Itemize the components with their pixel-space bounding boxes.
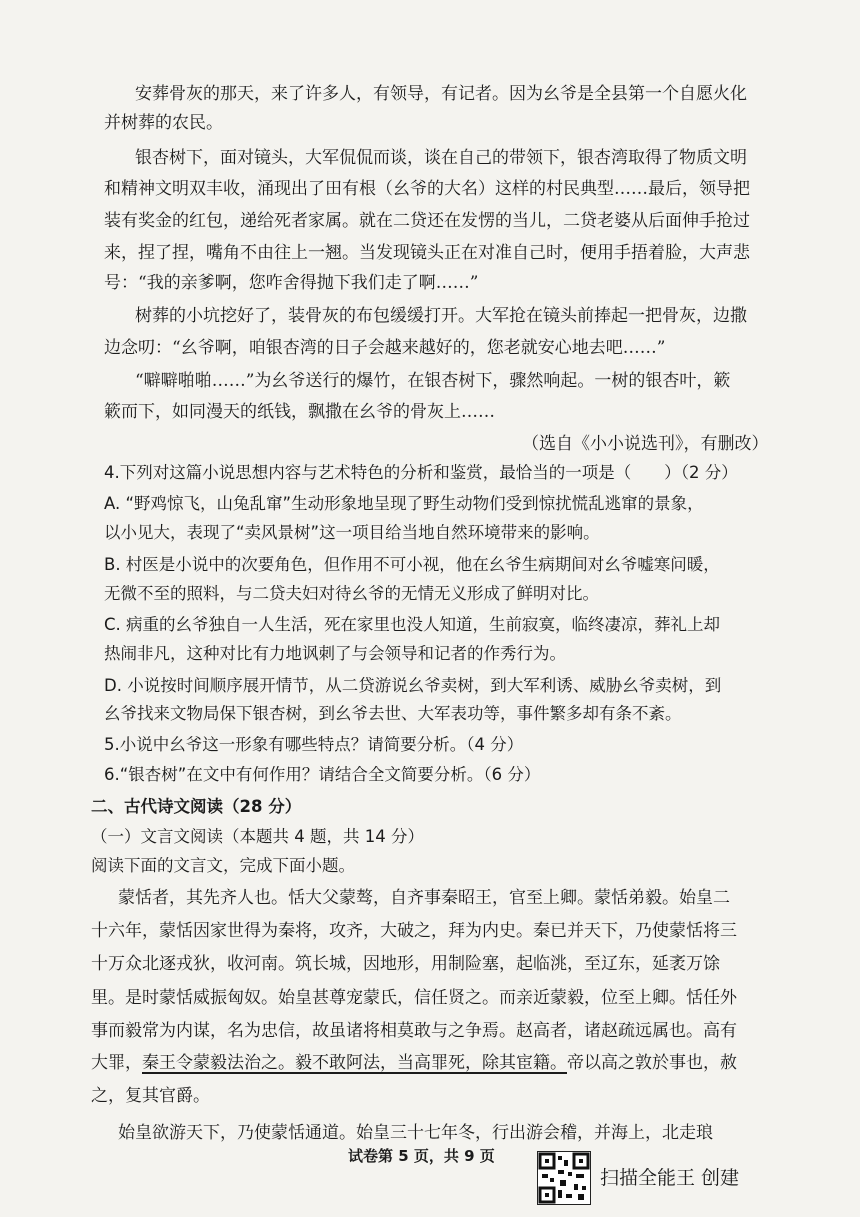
passage-text: 里。是时蒙恬威振匈奴。始皇甚尊宠蒙氏，信任贤之。而亲近蒙毅，位至上卿。恬任外 <box>91 988 737 1008</box>
section-heading: 二、古代诗文阅读（28 分） <box>91 797 302 816</box>
passage-text <box>91 1052 737 1074</box>
passage-text: 之，复其官爵。 <box>91 1086 210 1106</box>
story-text: 安葬骨灰的那天，来了许多人，有领导，有记者。因为幺爷是全县第一个自愿火化 <box>135 84 747 104</box>
option-c: 热闹非凡，这种对比有力地讽刺了与会领导和记者的作秀行为。 <box>104 644 566 663</box>
option-c: C. 病重的幺爷独自一人生活，死在家里也没人知道，生前寂寞，临终凄凉，葬礼上却 <box>104 615 721 634</box>
passage-text: 十六年，蒙恬因家世得为秦将，攻齐，大破之，拜为内史。秦已并天下，乃使蒙恬将三 <box>91 921 737 941</box>
question-6: 6.“银杏树”在文中有何作用？请结合全文简要分析。（6 分） <box>104 765 541 784</box>
passage-segment: 帝以高之敦於事也，赦 <box>567 1053 737 1073</box>
passage-text: 十万众北逐戎狄，收河南。筑长城，因地形，用制险塞，起临洮，至辽东，延袤万馀 <box>91 954 720 974</box>
story-text: 簌而下，如同漫天的纸钱，飘撒在幺爷的骨灰上…… <box>104 402 495 422</box>
scanner-watermark: 扫描全能王 创建 <box>600 1167 740 1189</box>
question-5: 5.小说中幺爷这一形象有哪些特点？请简要分析。（4 分） <box>104 735 524 754</box>
story-text: 树葬的小坑挖好了，装骨灰的布包缓缓打开。大军抢在镜头前捧起一把骨灰，边撒 <box>135 306 747 326</box>
option-b: 无微不至的照料，与二贷夫妇对待幺爷的无情无义形成了鲜明对比。 <box>104 584 599 603</box>
page-number: 试卷第 5 页，共 9 页 <box>348 1147 495 1165</box>
option-d: D. 小说按时间顺序展开情节，从二贷游说幺爷卖树，到大军利诱、威胁幺爷卖树，到 <box>104 676 722 695</box>
option-b: B. 村医是小说中的次要角色，但作用不可小视，他在幺爷生病期间对幺爷嘘寒问暖， <box>104 555 720 574</box>
question-4: 4.下列对这篇小说思想内容与艺术特色的分析和鉴赏，最恰当的一项是（ ）（2 分） <box>104 463 738 482</box>
story-text: 号：“我的亲爹啊，您咋舍得抛下我们走了啊……” <box>104 273 479 293</box>
passage-text: 蒙恬者，其先齐人也。恬大父蒙骜，自齐事秦昭王，官至上卿。蒙恬弟毅。始皇二 <box>118 888 730 908</box>
passage-text: 事而毅常为内谋，名为忠信，故虽诸将相莫敢与之争焉。赵高者，诸赵疏远属也。高有 <box>91 1021 737 1041</box>
story-text: 装有奖金的红包，递给死者家属。就在二贷还在发愣的当儿，二贷老婆从后面伸手抢过 <box>104 211 750 231</box>
subsection-heading: （一）文言文阅读（本题共 4 题，共 14 分） <box>91 827 424 846</box>
source-note: （选自《小小说选刊》，有删改） <box>522 434 769 454</box>
story-text: “噼噼啪啪……”为幺爷送行的爆竹，在银杏树下，骤然响起。一树的银杏叶，簌 <box>135 371 731 391</box>
story-text: 边念叨：“幺爷啊，咱银杏湾的日子会越来越好的，您老就安心地去吧……” <box>104 338 666 358</box>
story-text: 来，捏了捏，嘴角不由往上一翘。当发现镜头正在对准自己时，便用手捂着脸，大声悲 <box>104 243 750 263</box>
option-d: 幺爷找来文物局保下银杏树，到幺爷去世、大军表功等，事件繁多却有条不紊。 <box>104 704 682 723</box>
qr-code-icon <box>537 1151 591 1205</box>
underlined-sentence: 秦王令蒙毅法治之。毅不敢阿法，当高罪死，除其宦籍。 <box>142 1053 567 1073</box>
option-a: 以小见大，表现了“卖风景树”这一项目给当地自然环境带来的影响。 <box>104 523 600 542</box>
passage-segment: 大罪， <box>91 1053 142 1073</box>
instruction-text: 阅读下面的文言文，完成下面小题。 <box>91 856 355 875</box>
story-text: 并树葬的农民。 <box>104 113 223 133</box>
option-a: A. “野鸡惊飞，山兔乱窜”生动形象地呈现了野生动物们受到惊扰慌乱逃窜的景象， <box>104 494 704 513</box>
story-text: 银杏树下，面对镜头，大军侃侃而谈，谈在自己的带领下，银杏湾取得了物质文明 <box>135 148 747 168</box>
story-text: 和精神文明双丰收，涌现出了田有根（幺爷的大名）这样的村民典型……最后，领导把 <box>104 179 750 199</box>
passage-text: 始皇欲游天下，乃使蒙恬通道。始皇三十七年冬，行出游会稽，并海上，北走琅 <box>118 1123 713 1143</box>
